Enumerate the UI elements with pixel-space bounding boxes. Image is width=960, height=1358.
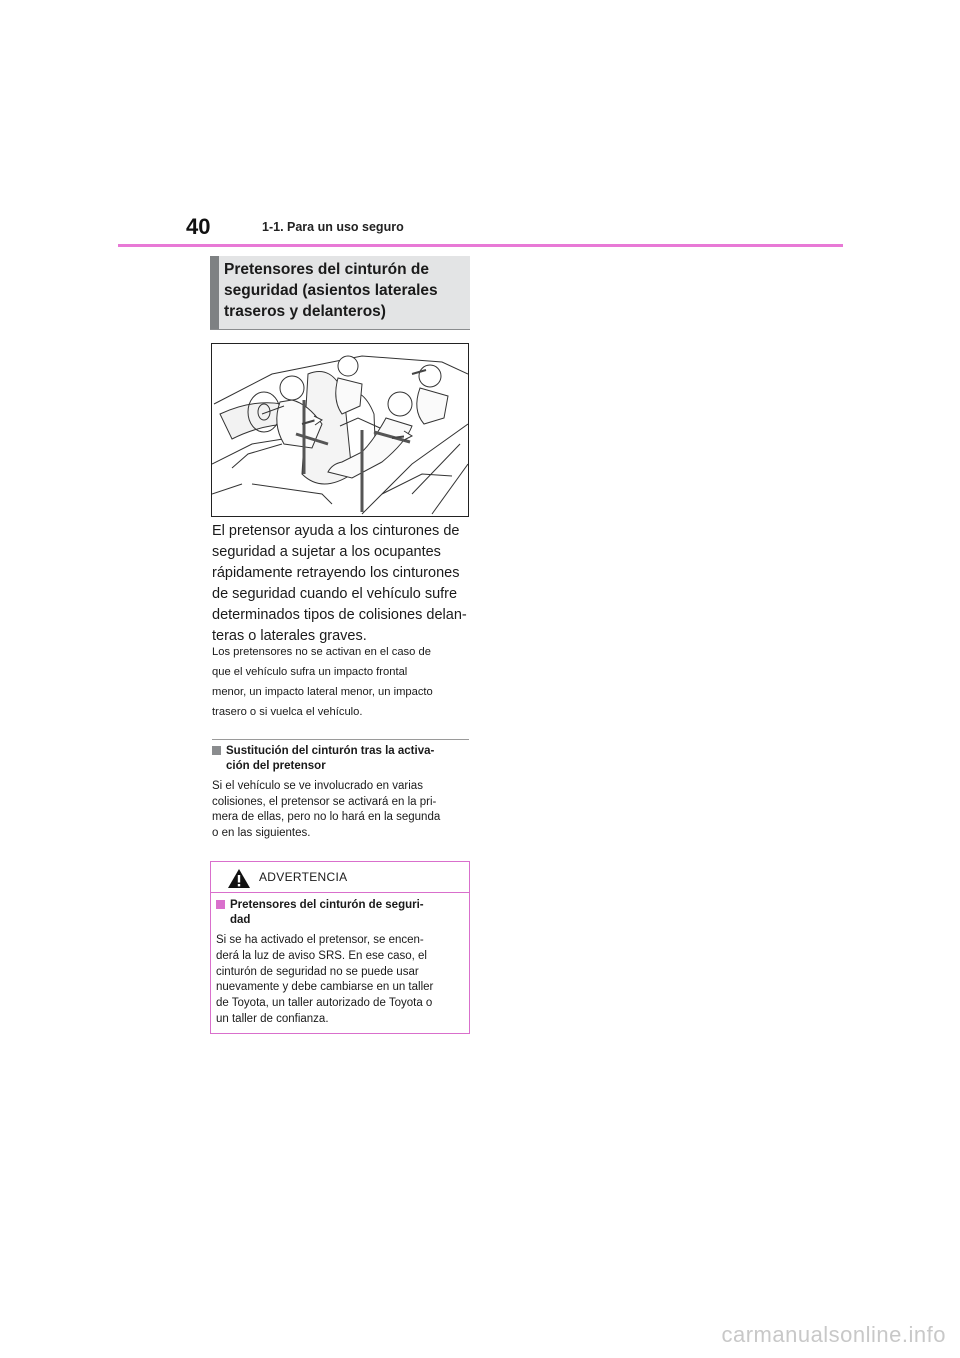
replacement-body-line: colisiones, el pretensor se activará en la pri- [212,795,437,808]
replacement-heading-line: Sustitución del cinturón tras la activa- [226,745,435,757]
note-paragraph [212,642,474,722]
section-divider [212,739,469,740]
intro-line: determinados tipos de colisiones delan- [212,607,467,623]
intro-line: rápidamente retrayendo los cinturones [212,565,460,581]
replacement-body [212,779,474,841]
warning-box [210,861,470,1034]
section-title-line: Pretensores del cinturón de [224,261,429,278]
section-title-line: traseros y delanteros) [224,303,386,320]
warning-heading-line: Pretensores del cinturón de seguri- [230,899,424,911]
warning-body-line: derá la luz de aviso SRS. En ese caso, el [216,949,427,962]
intro-paragraph [212,521,474,647]
car-interior-occupants-illustration [211,343,469,517]
intro-line: teras o laterales graves. [212,628,367,644]
warning-label: ADVERTENCIA [259,870,348,884]
section-title-box [210,256,470,330]
note-line: Los pretensores no se activan en el caso de [212,646,431,658]
page-number: 40 [186,214,211,239]
header-rule [118,244,843,247]
warning-triangle-icon [227,868,251,889]
note-line: que el vehículo sufra un impacto frontal [212,666,408,678]
warning-body-line: de Toyota, un taller autorizado de Toyota o [216,997,433,1010]
note-line: menor, un impacto lateral menor, un impacto [212,686,433,698]
intro-line: El pretensor ayuda a los cinturones de [212,523,460,539]
square-bullet-icon [216,900,225,909]
replacement-heading-line: ción del pretensor [226,760,326,772]
warning-body-line: un taller de confianza. [216,1012,329,1025]
watermark: carmanualsonline.info [721,1322,946,1347]
warning-body-line: Si se ha activado el pretensor, se encen- [216,934,424,946]
square-bullet-icon [212,746,221,755]
replacement-body-line: Si el vehículo se ve involucrado en varias [212,780,423,792]
section-title [224,259,466,322]
warning-heading-line: dad [230,914,251,926]
warning-body-line: cinturón de seguridad no se puede usar [216,965,419,978]
warning-body [216,933,468,1028]
intro-line: seguridad a sujetar a los ocupantes [212,544,441,560]
warning-header [211,862,469,893]
note-line: trasero o si vuelca el vehículo. [212,706,363,718]
replacement-body-line: mera de ellas, pero no lo hará en la segunda [212,811,441,823]
intro-line: de seguridad cuando el vehículo sufre [212,586,458,602]
replacement-body-line: o en las siguientes. [212,826,311,839]
section-title-bar [210,256,219,329]
section-title-line: seguridad (asientos laterales [224,282,438,299]
warning-body-line: nuevamente y debe cambiarse en un taller [216,981,434,994]
section-header: 1-1. Para un uso seguro [262,220,404,234]
